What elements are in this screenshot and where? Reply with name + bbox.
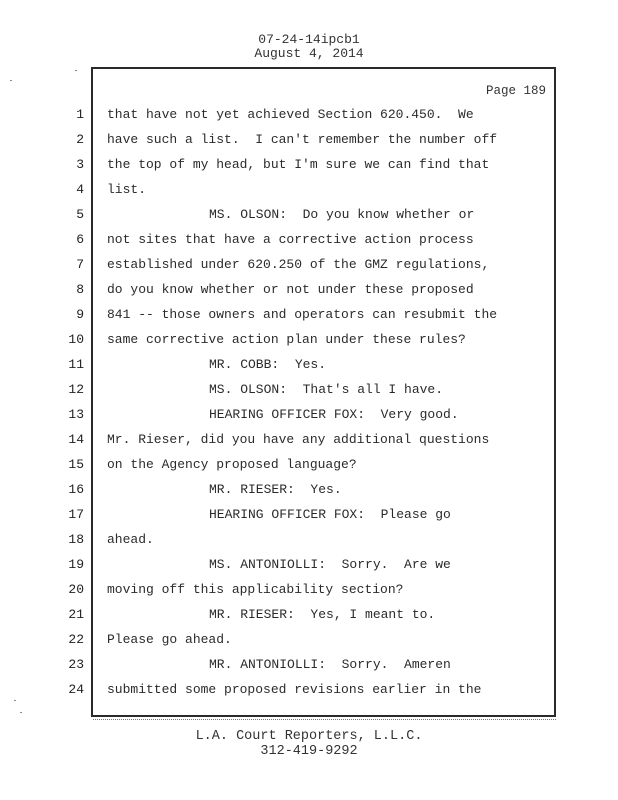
line-number: 4: [76, 182, 84, 197]
line-number: 21: [68, 607, 84, 622]
line-number: 24: [68, 682, 84, 697]
transcript-line: [0, 157, 618, 182]
transcript-line: [0, 607, 618, 632]
scan-speck: [14, 700, 16, 701]
transcript-line: [0, 107, 618, 132]
line-number: 5: [76, 207, 84, 222]
line-text: MS. ANTONIOLLI: Sorry. Are we: [209, 557, 451, 572]
line-number: 7: [76, 257, 84, 272]
line-number: 18: [68, 532, 84, 547]
line-number: 15: [68, 457, 84, 472]
line-number: 1: [76, 107, 84, 122]
line-text: that have not yet achieved Section 620.450. We: [107, 107, 474, 122]
line-number: 8: [76, 282, 84, 297]
line-text: 841 -- those owners and operators can resubmit the: [107, 307, 498, 322]
line-text: the top of my head, but I'm sure we can find that: [107, 157, 490, 172]
line-number: 23: [68, 657, 84, 672]
transcript-line: [0, 282, 618, 307]
line-number: 3: [76, 157, 84, 172]
transcript-line: [0, 482, 618, 507]
line-number: 17: [68, 507, 84, 522]
line-text: moving off this applicability section?: [107, 582, 404, 597]
transcript-line: [0, 357, 618, 382]
line-number: 6: [76, 232, 84, 247]
transcript-line: [0, 582, 618, 607]
transcript-line: [0, 232, 618, 257]
line-number: 11: [68, 357, 84, 372]
line-number: 12: [68, 382, 84, 397]
line-text: ahead.: [107, 532, 154, 547]
transcript-line: [0, 207, 618, 232]
line-text: MS. OLSON: Do you know whether or: [209, 207, 475, 222]
line-text: MR. ANTONIOLLI: Sorry. Ameren: [209, 657, 451, 672]
line-number: 9: [76, 307, 84, 322]
line-number: 20: [68, 582, 84, 597]
line-text: MR. RIESER: Yes.: [209, 482, 342, 497]
reporter-company: L.A. Court Reporters, L.L.C.: [195, 729, 423, 744]
line-text: same corrective action plan under these rules?: [107, 332, 466, 347]
line-number: 2: [76, 132, 84, 147]
line-number: 22: [68, 632, 84, 647]
scan-speck: [75, 70, 77, 71]
line-text: have such a list. I can't remember the number off: [107, 132, 498, 147]
line-text: do you know whether or not under these proposed: [107, 282, 474, 297]
scan-speck: [20, 712, 22, 713]
line-text: HEARING OFFICER FOX: Very good.: [209, 407, 459, 422]
line-text: established under 620.250 of the GMZ regulations,: [107, 257, 490, 272]
line-text: MS. OLSON: That's all I have.: [209, 382, 444, 397]
line-number: 14: [68, 432, 84, 447]
transcript-line: [0, 382, 618, 407]
transcript-line: [0, 132, 618, 157]
scan-speck: [10, 80, 12, 81]
transcript-line: [0, 557, 618, 582]
line-text: not sites that have a corrective action process: [107, 232, 474, 247]
document-date: August 4, 2014: [254, 46, 364, 61]
transcript-line: [0, 507, 618, 532]
transcript-line: [0, 432, 618, 457]
line-number: 19: [68, 557, 84, 572]
transcript-line: [0, 657, 618, 682]
line-text: HEARING OFFICER FOX: Please go: [209, 507, 451, 522]
line-number: 13: [68, 407, 84, 422]
line-text: on the Agency proposed language?: [107, 457, 357, 472]
line-text: list.: [107, 182, 147, 197]
transcript-line: [0, 407, 618, 432]
transcript-line: [0, 182, 618, 207]
line-number: 10: [68, 332, 84, 347]
transcript-line: [0, 632, 618, 657]
transcript-line: [0, 532, 618, 557]
page-number: Page 189: [485, 84, 546, 98]
line-text: MR. RIESER: Yes, I meant to.: [209, 607, 436, 622]
transcript-line: [0, 257, 618, 282]
transcript-line: [0, 307, 618, 332]
line-text: Please go ahead.: [107, 632, 232, 647]
frame-shadow: [93, 716, 556, 720]
transcript-line: [0, 682, 618, 707]
line-text: submitted some proposed revisions earlier in the: [107, 682, 482, 697]
reporter-phone: 312-419-9292: [260, 744, 358, 759]
line-number: 16: [68, 482, 84, 497]
transcript-line: [0, 332, 618, 357]
transcript-line: [0, 457, 618, 482]
line-text: Mr. Rieser, did you have any additional questions: [107, 432, 490, 447]
document-id: 07-24-14ipcb1: [258, 32, 360, 47]
line-text: MR. COBB: Yes.: [209, 357, 327, 372]
